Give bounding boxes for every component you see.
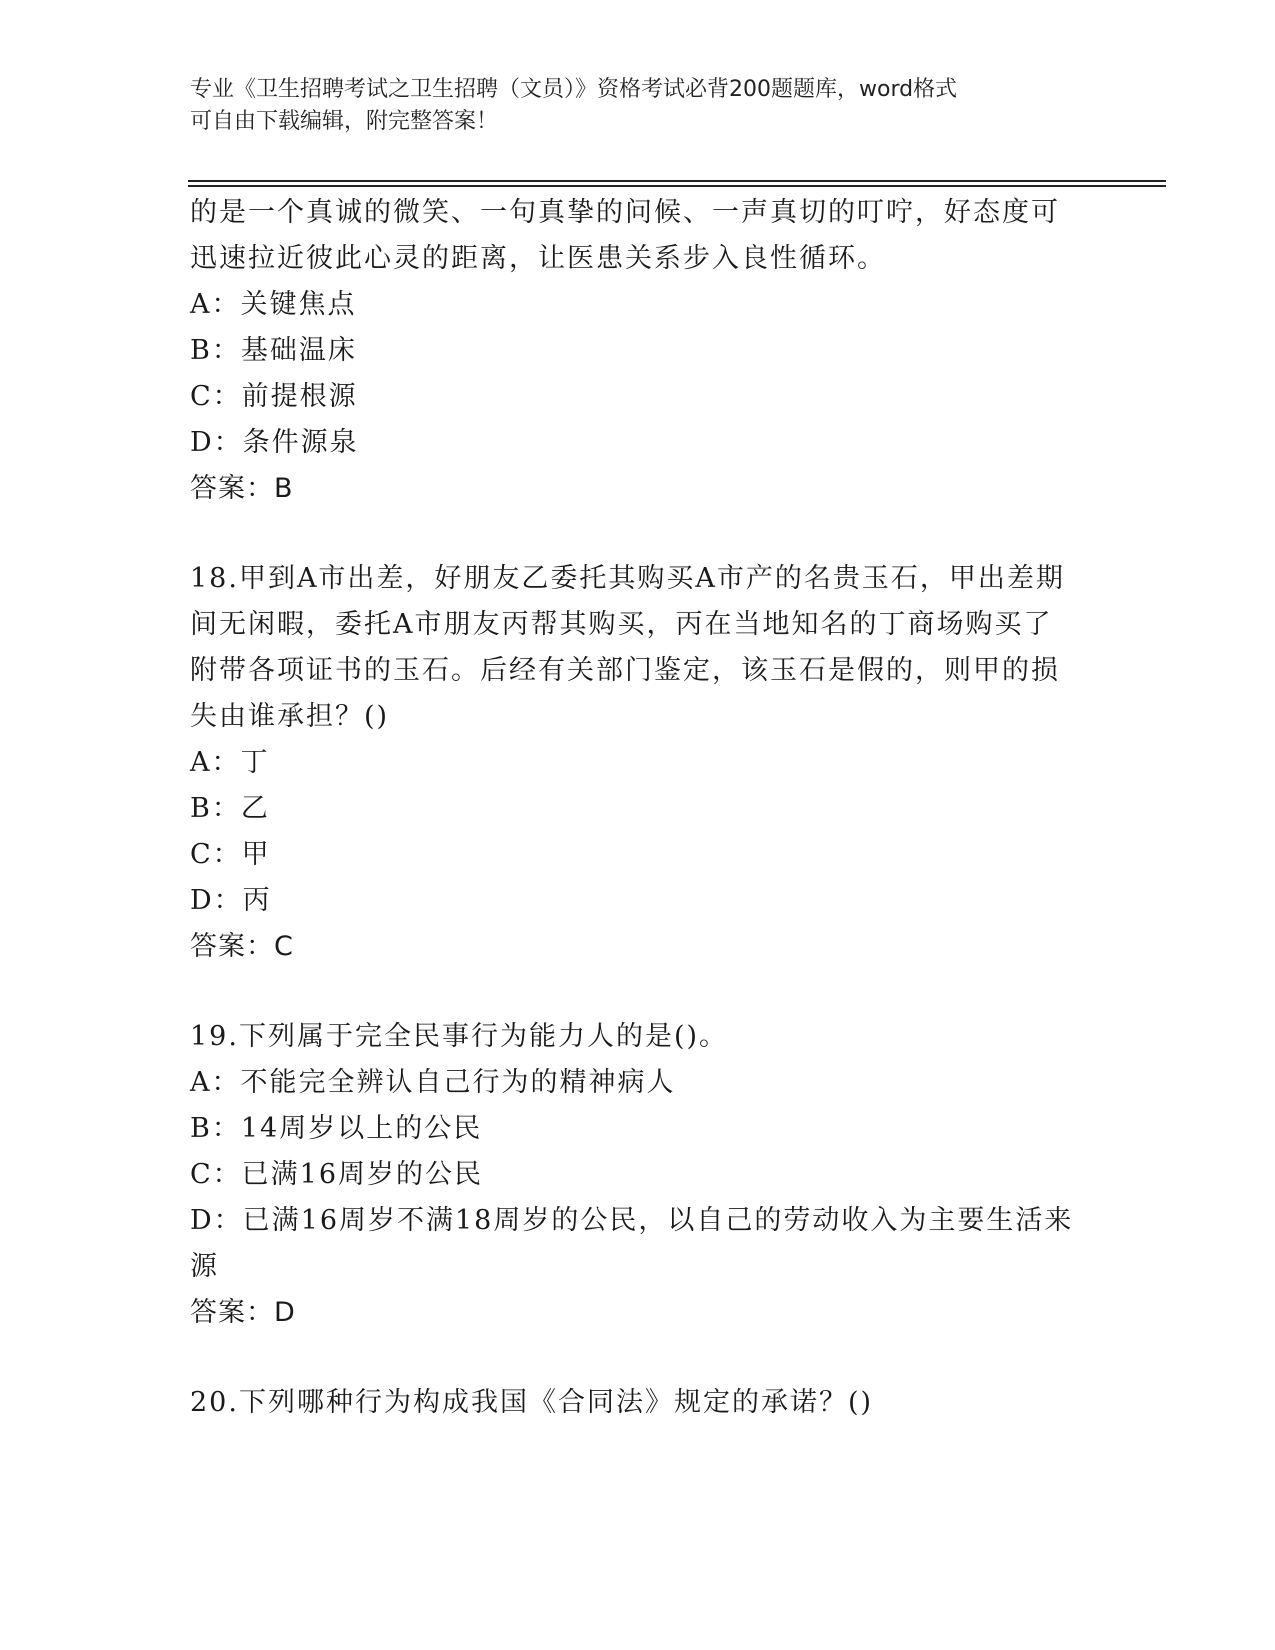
header-title-line-1: 专业《卫生招聘考试之卫生招聘（文员）》资格考试必背200题题库，word格式 xyxy=(190,77,958,102)
question-text-line: 19.下列属于完全民事行为能力人的是()。 xyxy=(190,1021,729,1052)
question-text-line: 20.下列哪种行为构成我国《合同法》规定的承诺？() xyxy=(190,1387,874,1418)
option-a: A：关键焦点 xyxy=(190,289,357,320)
question-19 xyxy=(190,1014,1090,1336)
question-18 xyxy=(190,556,1090,970)
header-divider-bottom xyxy=(188,185,1166,187)
option-a: A：丁 xyxy=(190,747,270,778)
answer-line: 答案：D xyxy=(190,1297,296,1328)
question-17-continued xyxy=(190,190,1090,512)
question-spacer xyxy=(190,512,1090,556)
header-title-line-2: 可自由下载编辑，附完整答案！ xyxy=(190,109,499,134)
option-b: B：基础温床 xyxy=(190,335,357,366)
question-spacer xyxy=(190,970,1090,1014)
option-d: D：条件源泉 xyxy=(190,427,359,458)
option-b: B：乙 xyxy=(190,793,270,824)
question-text-line: 附带各项证书的玉石。后经有关部门鉴定，该玉石是假的，则甲的损 xyxy=(190,655,1060,686)
question-text-line: 间无闲暇，委托A市朋友丙帮其购买，丙在当地知名的丁商场购买了 xyxy=(190,609,1053,640)
answer-line: 答案：C xyxy=(190,931,294,962)
option-c: C：甲 xyxy=(190,839,271,870)
question-text-line: 的是一个真诚的微笑、一句真挚的问候、一声真切的叮咛，好态度可 xyxy=(190,197,1060,228)
option-d: D：已满16周岁不满18周岁的公民，以自己的劳动收入为主要生活来 xyxy=(190,1205,1074,1236)
option-d: D：丙 xyxy=(190,885,272,916)
option-c: C：前提根源 xyxy=(190,381,358,412)
question-20 xyxy=(190,1380,1090,1426)
option-b: B：14周岁以上的公民 xyxy=(190,1113,483,1144)
question-text-line: 18.甲到A市出差，好朋友乙委托其购买A市产的名贵玉石，甲出差期 xyxy=(190,563,1065,594)
option-d-continued: 源 xyxy=(190,1251,219,1282)
answer-line: 答案：B xyxy=(190,473,294,504)
question-text-line: 迅速拉近彼此心灵的距离，让医患关系步入良性循环。 xyxy=(190,243,886,274)
question-spacer xyxy=(190,1336,1090,1380)
document-header xyxy=(190,74,1080,138)
question-text-line: 失由谁承担？() xyxy=(190,701,390,732)
document-body xyxy=(190,190,1090,1426)
header-divider-top xyxy=(188,180,1166,182)
option-a: A：不能完全辨认自己行为的精神病人 xyxy=(190,1067,676,1098)
option-c: C：已满16周岁的公民 xyxy=(190,1159,484,1190)
